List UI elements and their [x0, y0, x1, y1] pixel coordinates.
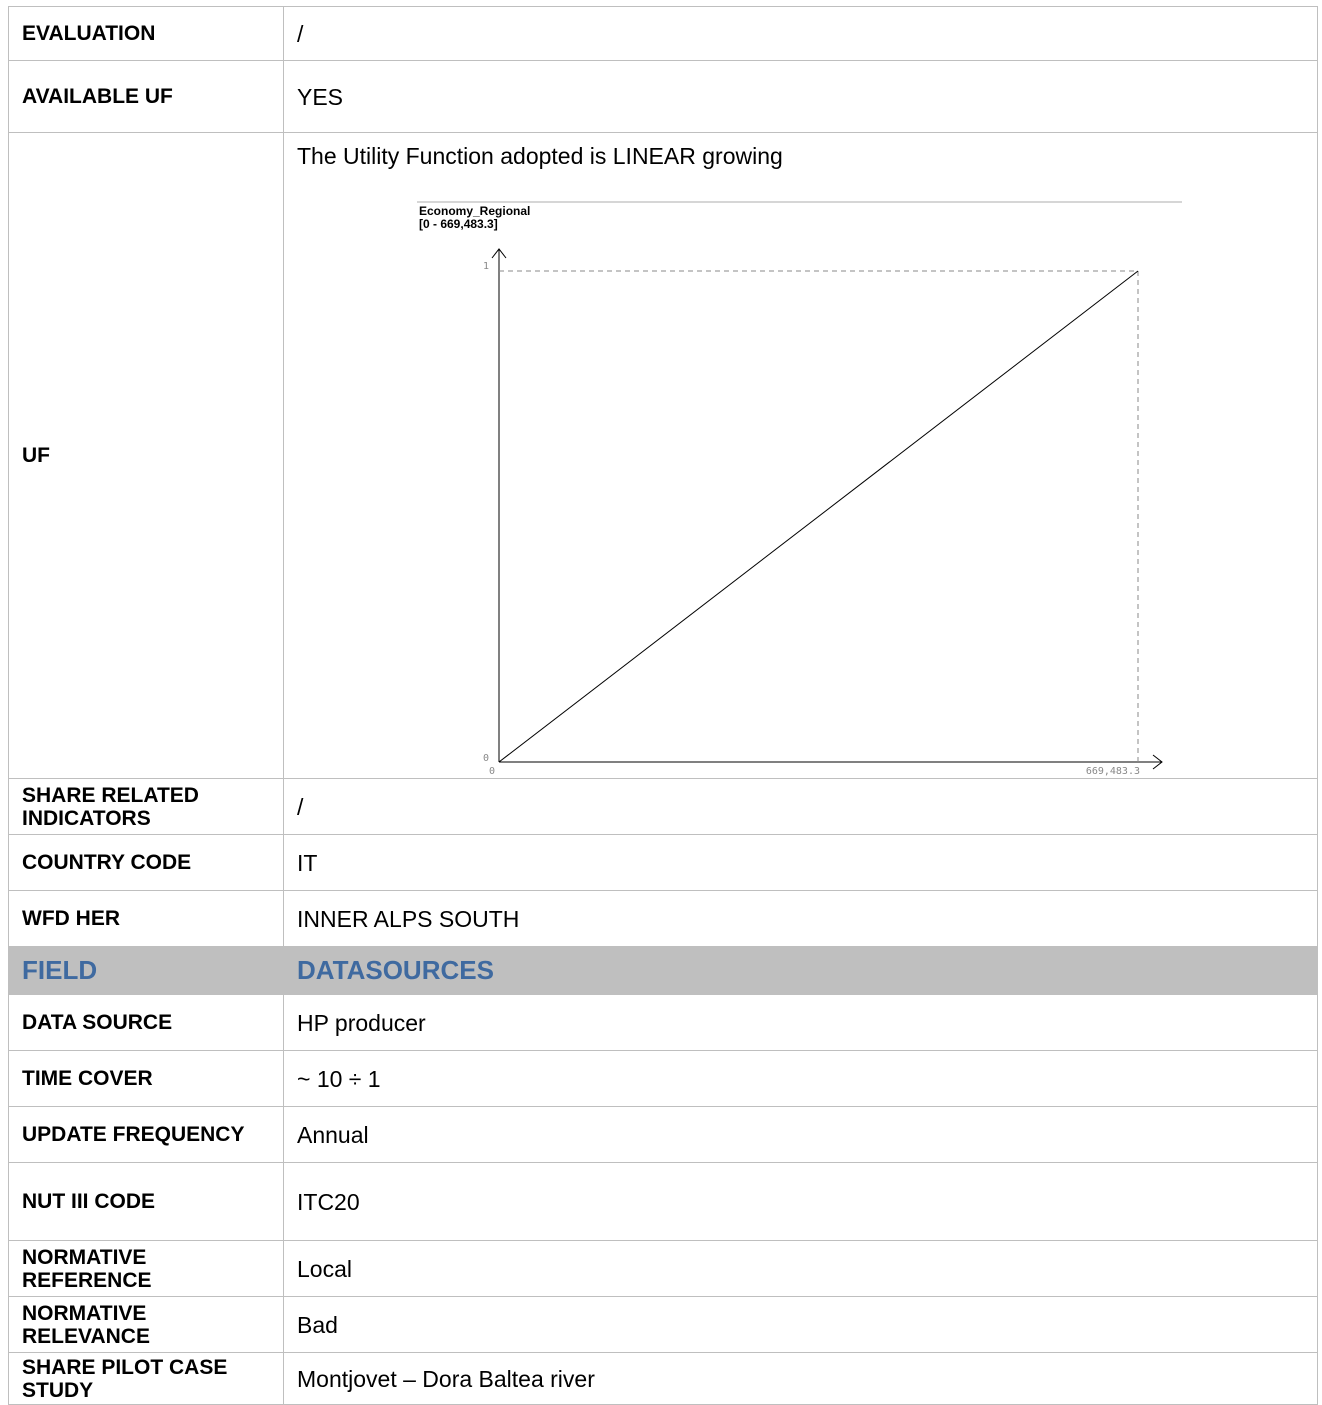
chart-series [499, 271, 1138, 762]
uf-chart [297, 169, 1297, 777]
table-row [9, 61, 1318, 133]
chart-subtitle: [0 - 669,483.3] [419, 216, 498, 231]
table-row [9, 1051, 1318, 1107]
table-row [9, 1163, 1318, 1241]
section-field-header: FIELD [9, 947, 284, 995]
row-value-data-source: HP producer [284, 995, 1318, 1051]
row-value-country-code: IT [284, 835, 1318, 891]
row-label-data-source: DATA SOURCE [9, 995, 284, 1051]
uf-description: The Utility Function adopted is LINEAR growing [297, 142, 783, 169]
indicator-table [8, 6, 1318, 1405]
table-row [9, 779, 1318, 835]
row-value-available-uf: YES [284, 61, 1318, 133]
table-row [9, 835, 1318, 891]
y-tick-label-1: 1 [483, 260, 490, 272]
row-value-update-frequency: Annual [284, 1107, 1318, 1163]
row-label-update-frequency: UPDATE FREQUENCY [9, 1107, 284, 1163]
row-label-wfd-her: WFD HER [9, 891, 284, 947]
row-value-share-related-indicators: / [284, 779, 1318, 835]
x-tick-label-0: 0 [489, 765, 496, 777]
row-label-uf: UF [9, 133, 284, 779]
row-label-share-pilot-case-study: SHARE PILOT CASE STUDY [9, 1353, 284, 1405]
row-value-wfd-her: INNER ALPS SOUTH [284, 891, 1318, 947]
row-label-available-uf: AVAILABLE UF [9, 61, 284, 133]
table-row [9, 891, 1318, 947]
uf-cell [284, 133, 1318, 779]
section-header-row [9, 947, 1318, 995]
row-value-normative-reference: Local [284, 1241, 1318, 1297]
table-row [9, 1241, 1318, 1297]
row-value-normative-relevance: Bad [284, 1297, 1318, 1353]
row-value-share-pilot-case-study: Montjovet – Dora Baltea river [284, 1353, 1318, 1405]
table-row [9, 1297, 1318, 1353]
chart-axes [492, 249, 1162, 769]
y-tick-label-0: 0 [483, 752, 490, 764]
utility-function-line [499, 271, 1138, 762]
row-label-evaluation: EVALUATION [9, 7, 284, 61]
row-label-share-related-indicators: SHARE RELATED INDICATORS [9, 779, 284, 835]
table-row [9, 995, 1318, 1051]
x-tick-label-1: 669,483.3 [1085, 765, 1140, 777]
row-label-country-code: COUNTRY CODE [9, 835, 284, 891]
row-label-normative-relevance: NORMATIVE RELEVANCE [9, 1297, 284, 1353]
row-label-nut-iii-code: NUT III CODE [9, 1163, 284, 1241]
row-value-nut-iii-code: ITC20 [284, 1163, 1318, 1241]
row-label-time-cover: TIME COVER [9, 1051, 284, 1107]
row-value-evaluation: / [284, 7, 1318, 61]
table-row [9, 1353, 1318, 1405]
section-datasources-header: DATASOURCES [284, 947, 1318, 995]
chart-title: Economy_Regional [419, 203, 531, 218]
row-value-time-cover: ~ 10 ÷ 1 [284, 1051, 1318, 1107]
table-row [9, 7, 1318, 61]
row-label-normative-reference: NORMATIVE REFERENCE [9, 1241, 284, 1297]
uf-chart-container [297, 169, 1297, 777]
table-row [9, 1107, 1318, 1163]
table-row-uf [9, 133, 1318, 779]
